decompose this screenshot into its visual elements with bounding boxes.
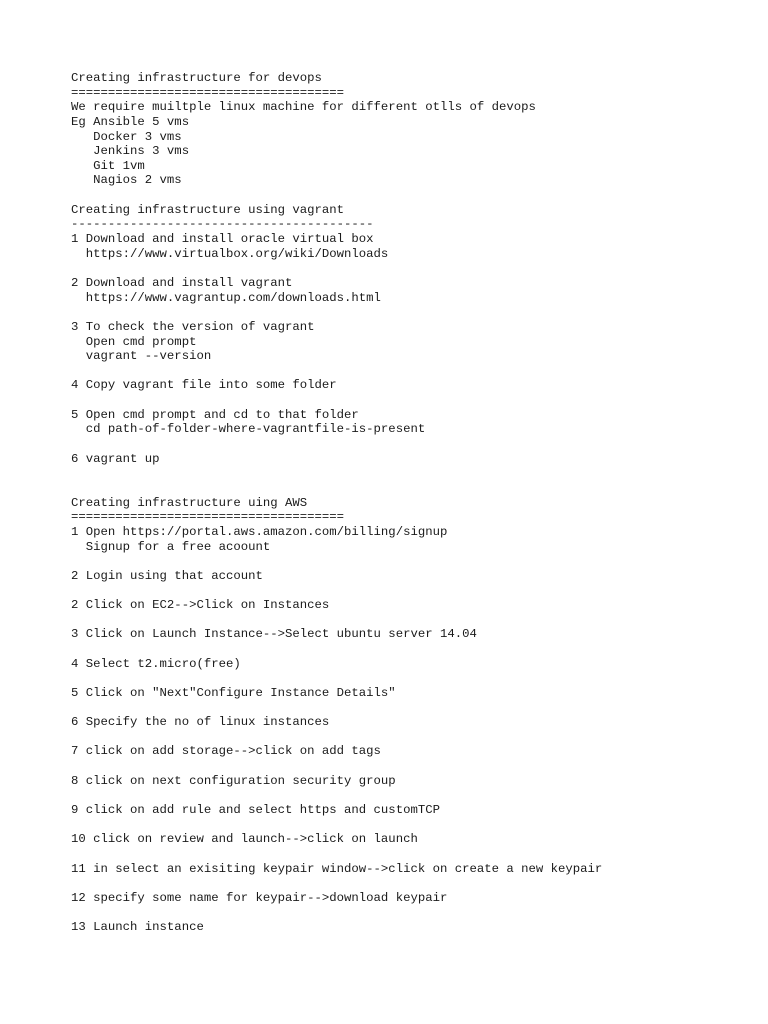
- text-line: 4 Copy vagrant file into some folder: [71, 378, 337, 393]
- text-line: Open cmd prompt: [71, 334, 197, 349]
- text-line: =====================================: [71, 510, 345, 525]
- text-line: [71, 730, 761, 745]
- text-line: https://www.virtualbox.org/wiki/Downloads: [71, 246, 389, 261]
- text-line: 9 click on add rule and select https and customTCP: [71, 803, 440, 818]
- text-line: -----------------------------------------: [71, 217, 374, 232]
- text-line: cd path-of-folder-where-vagrantfile-is-present: [71, 422, 426, 437]
- text-line: 1 Download and install oracle virtual box: [71, 232, 374, 247]
- text-line: [71, 701, 761, 716]
- text-line: Git 1vm: [71, 158, 145, 173]
- text-line: Nagios 2 vms: [71, 173, 182, 188]
- text-line: [71, 364, 761, 379]
- text-line: [71, 671, 761, 686]
- text-line: Creating infrastructure uing AWS: [71, 495, 308, 510]
- text-line: 5 Open cmd prompt and cd to that folder: [71, 407, 359, 422]
- text-line: [71, 788, 761, 803]
- text-line: 2 Download and install vagrant: [71, 275, 293, 290]
- text-line: Jenkins 3 vms: [71, 144, 190, 159]
- text-line: 4 Select t2.micro(free): [71, 656, 241, 671]
- text-line: Docker 3 vms: [71, 129, 182, 144]
- text-line: [71, 818, 761, 833]
- text-line: [71, 906, 761, 921]
- text-line: 1 Open https://portal.aws.amazon.com/billing/signup: [71, 524, 448, 539]
- text-line: [71, 305, 761, 320]
- text-line: 2 Login using that account: [71, 568, 263, 583]
- text-line: [71, 613, 761, 628]
- text-line: 13 Launch instance: [71, 920, 204, 935]
- text-line: Eg Ansible 5 vms: [71, 114, 190, 129]
- text-line: 5 Click on "Next"Configure Instance Details": [71, 685, 396, 700]
- text-line: 2 Click on EC2-->Click on Instances: [71, 598, 330, 613]
- text-line: 6 vagrant up: [71, 451, 160, 466]
- text-line: 6 Specify the no of linux instances: [71, 715, 330, 730]
- text-line: https://www.vagrantup.com/downloads.html: [71, 290, 381, 305]
- text-line: Creating infrastructure using vagrant: [71, 202, 345, 217]
- text-line: =====================================: [71, 85, 345, 100]
- text-line: 10 click on review and launch-->click on launch: [71, 832, 418, 847]
- text-line: 8 click on next configuration security group: [71, 773, 396, 788]
- text-line: 12 specify some name for keypair-->download keypair: [71, 890, 448, 905]
- text-line: [71, 481, 761, 496]
- text-line: [71, 642, 761, 657]
- text-line: [71, 261, 761, 276]
- text-line: 11 in select an exisiting keypair window-->click on create a new keypair: [71, 861, 603, 876]
- text-line: We require muiltple linux machine for different otlls of devops: [71, 100, 536, 115]
- text-line: Creating infrastructure for devops: [71, 71, 322, 85]
- text-line: [71, 466, 761, 481]
- text-line: [71, 759, 761, 774]
- text-line: vagrant --version: [71, 349, 212, 364]
- text-line: 3 To check the version of vagrant: [71, 319, 315, 334]
- text-line: Signup for a free acoount: [71, 539, 271, 554]
- text-line: [71, 583, 761, 598]
- text-line: [71, 876, 761, 891]
- text-line: [71, 554, 761, 569]
- text-line: 3 Click on Launch Instance-->Select ubuntu server 14.04: [71, 627, 477, 642]
- text-line: [71, 437, 761, 452]
- text-line: [71, 188, 761, 203]
- document-text: [71, 71, 761, 935]
- text-line: [71, 847, 761, 862]
- text-line: 7 click on add storage-->click on add tags: [71, 744, 381, 759]
- text-line: [71, 393, 761, 408]
